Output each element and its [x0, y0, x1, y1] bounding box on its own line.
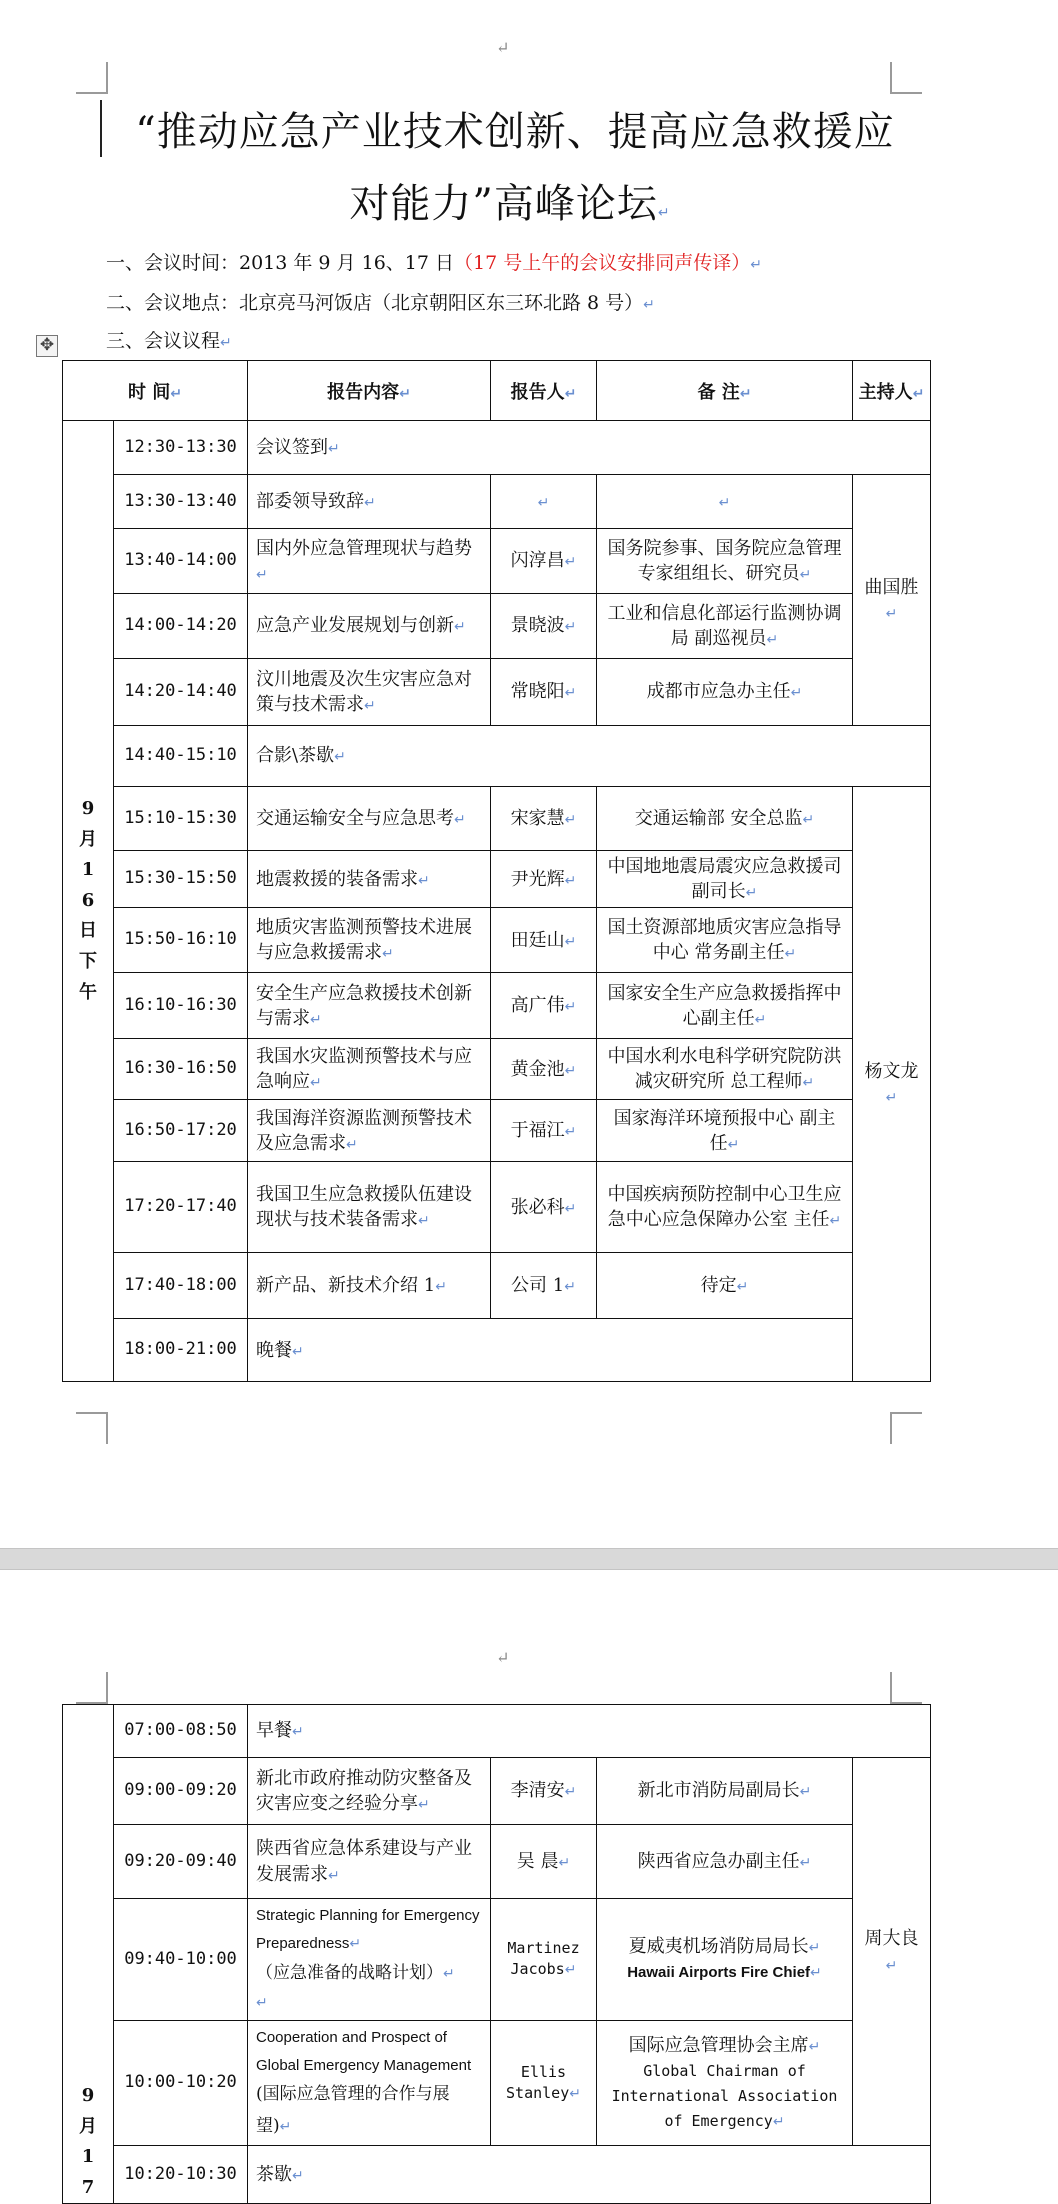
page-separator: [0, 1548, 1058, 1570]
table-row: [63, 421, 931, 475]
table-row: [63, 475, 931, 529]
note-cell: 工业和信息化部运行监测协调局 副巡视员↵: [597, 594, 853, 659]
note-cell: 成都市应急办主任↵: [597, 659, 853, 726]
time-cell: 09:40-10:00: [114, 1899, 248, 2021]
crop-mark-top-right: [890, 62, 922, 94]
note-cell: ↵: [597, 475, 853, 529]
speaker-cell: 公司 1↵: [491, 1253, 597, 1319]
note-cell: 国际应急管理协会主席↵ Global Chairman of International Association of Emergency↵: [597, 2020, 853, 2145]
time-cell: 15:30-15:50: [114, 851, 248, 908]
content-cell: Strategic Planning for Emergency Preparedness↵ （应急准备的战略计划）↵ ↵: [248, 1899, 491, 2021]
time-cell: 10:20-10:30: [114, 2146, 248, 2204]
content-cell: 地震救援的装备需求↵: [248, 851, 491, 908]
table-row: [63, 908, 931, 973]
content-cell: 晚餐↵: [248, 1319, 931, 1382]
table-row: [63, 1253, 931, 1319]
time-cell: 18:00-21:00: [114, 1319, 248, 1382]
note-cell: 国土资源部地质灾害应急指导中心 常务副主任↵: [597, 908, 853, 973]
time-cell: 13:40-14:00: [114, 529, 248, 594]
note-cell: 陕西省应急办副主任↵: [597, 1825, 853, 1899]
speaker-cell: Martinez Jacobs↵: [491, 1899, 597, 2021]
time-cell: 12:30-13:30: [114, 421, 248, 475]
content-cell: 我国卫生应急救援队伍建设现状与技术装备需求↵: [248, 1162, 491, 1253]
time-cell: 13:30-13:40: [114, 475, 248, 529]
speaker-cell: 尹光辉↵: [491, 851, 597, 908]
header-time: 时 间↵: [63, 361, 248, 421]
table-row: [63, 2020, 931, 2145]
note-cell: 中国疾病预防控制中心卫生应急中心应急保障办公室 主任↵: [597, 1162, 853, 1253]
content-cell: 汶川地震及次生灾害应急对策与技术需求↵: [248, 659, 491, 726]
table-row: [63, 1899, 931, 2021]
speaker-cell: 闪淳昌↵: [491, 529, 597, 594]
crop-mark-bottom-right: [890, 1412, 922, 1444]
speaker-cell: 吴 晨↵: [491, 1825, 597, 1899]
time-cell: 16:10-16:30: [114, 973, 248, 1039]
note-cell: 国家海洋环境预报中心 副主任↵: [597, 1100, 853, 1162]
table-row: [63, 787, 931, 851]
document-title-line-2[interactable]: 对能力”高峰论坛↵: [349, 181, 671, 227]
note-cell: 国家安全生产应急救援指挥中心副主任↵: [597, 973, 853, 1039]
table-row: [63, 594, 931, 659]
table-header-row: [63, 361, 931, 421]
document-title-line-1[interactable]: “推动应急产业技术创新、提高应急救援应: [100, 100, 920, 157]
speaker-cell: 于福江↵: [491, 1100, 597, 1162]
content-cell: 茶歇↵: [248, 2146, 931, 2204]
meeting-agenda-line[interactable]: 三、会议议程↵: [106, 330, 232, 352]
speaker-cell: 常晓阳↵: [491, 659, 597, 726]
content-cell: 陕西省应急体系建设与产业发展需求↵: [248, 1825, 491, 1899]
paragraph-mark: ↵: [496, 38, 510, 57]
meeting-time-line[interactable]: 一、会议时间：2013 年 9 月 16、17 日（17 号上午的会议安排同声传译）↵: [106, 252, 762, 274]
time-cell: 09:20-09:40: [114, 1825, 248, 1899]
time-cell: 09:00-09:20: [114, 1758, 248, 1825]
crop-mark-top-right: [890, 1672, 922, 1704]
table-row: [63, 529, 931, 594]
table-row: [63, 1705, 931, 1758]
time-cell: 10:00-10:20: [114, 2020, 248, 2145]
crop-mark-top-left: [76, 62, 108, 94]
content-cell: 交通运输安全与应急思考↵: [248, 787, 491, 851]
schedule-table-day2: [62, 1704, 931, 2204]
note-cell: 中国水利水电科学研究院防洪减灾研究所 总工程师↵: [597, 1039, 853, 1100]
table-row: [63, 1100, 931, 1162]
table-row: [63, 1319, 931, 1382]
note-cell: 中国地地震局震灾应急救援司 副司长↵: [597, 851, 853, 908]
header-host: 主持人↵: [853, 361, 931, 421]
paragraph-mark: ↵: [496, 1648, 510, 1667]
time-cell: 15:50-16:10: [114, 908, 248, 973]
speaker-cell: 景晓波↵: [491, 594, 597, 659]
speaker-cell: 黄金池↵: [491, 1039, 597, 1100]
time-cell: 16:30-16:50: [114, 1039, 248, 1100]
content-cell: 新产品、新技术介绍 1↵: [248, 1253, 491, 1319]
time-cell: 14:20-14:40: [114, 659, 248, 726]
speaker-cell: 田廷山↵: [491, 908, 597, 973]
table-row: [63, 851, 931, 908]
note-cell: 待定↵: [597, 1253, 853, 1319]
time-cell: 15:10-15:30: [114, 787, 248, 851]
content-cell: 地质灾害监测预警技术进展与应急救援需求↵: [248, 908, 491, 973]
time-cell: 14:40-15:10: [114, 726, 248, 787]
schedule-table-day1: [62, 360, 931, 1382]
day-label-cell: 9月17: [63, 1705, 114, 2204]
speaker-cell: 高广伟↵: [491, 973, 597, 1039]
note-cell: 交通运输部 安全总监↵: [597, 787, 853, 851]
time-cell: 17:40-18:00: [114, 1253, 248, 1319]
day-label-cell: 9月16日下午: [63, 421, 114, 1382]
header-note: 备 注↵: [597, 361, 853, 421]
table-row: [63, 2146, 931, 2204]
crop-mark-top-left: [76, 1672, 108, 1704]
content-cell: 应急产业发展规划与创新↵: [248, 594, 491, 659]
crop-mark-bottom-left: [76, 1412, 108, 1444]
note-cell: 国务院参事、国务院应急管理专家组组长、研究员↵: [597, 529, 853, 594]
host-cell: 周大良↵: [853, 1758, 931, 2146]
speaker-cell: 宋家慧↵: [491, 787, 597, 851]
content-cell: 我国水灾监测预警技术与应急响应↵: [248, 1039, 491, 1100]
time-cell: 07:00-08:50: [114, 1705, 248, 1758]
table-row: [63, 1162, 931, 1253]
time-cell: 17:20-17:40: [114, 1162, 248, 1253]
content-cell: 合影\茶歇↵: [248, 726, 931, 787]
table-move-handle-icon[interactable]: ✥: [36, 335, 58, 357]
table-row: [63, 1039, 931, 1100]
time-cell: 16:50-17:20: [114, 1100, 248, 1162]
content-cell: 早餐↵: [248, 1705, 931, 1758]
content-cell: 新北市政府推动防灾整备及灾害应变之经验分享↵: [248, 1758, 491, 1825]
speaker-cell: 李清安↵: [491, 1758, 597, 1825]
content-cell: 部委领导致辞↵: [248, 475, 491, 529]
content-cell: 我国海洋资源监测预警技术及应急需求↵: [248, 1100, 491, 1162]
table-row: [63, 1825, 931, 1899]
speaker-cell: 张必科↵: [491, 1162, 597, 1253]
speaker-cell: ↵: [491, 475, 597, 529]
table-row: [63, 1758, 931, 1825]
time-cell: 14:00-14:20: [114, 594, 248, 659]
note-cell: 夏威夷机场消防局局长↵ Hawaii Airports Fire Chief↵: [597, 1899, 853, 2021]
header-speaker: 报告人↵: [491, 361, 597, 421]
content-cell: 国内外应急管理现状与趋势↵: [248, 529, 491, 594]
host-cell: 杨文龙↵: [853, 787, 931, 1382]
table-row: [63, 726, 931, 787]
speaker-cell: Ellis Stanley↵: [491, 2020, 597, 2145]
table-row: [63, 973, 931, 1039]
table-row: [63, 659, 931, 726]
host-cell: 曲国胜↵: [853, 475, 931, 726]
meeting-place-line[interactable]: 二、会议地点：北京亮马河饭店（北京朝阳区东三环北路 8 号）↵: [106, 292, 655, 314]
header-content: 报告内容↵: [248, 361, 491, 421]
note-cell: 新北市消防局副局长↵: [597, 1758, 853, 1825]
content-cell: 会议签到↵: [248, 421, 931, 475]
content-cell: Cooperation and Prospect of Global Emergency Management (国际应急管理的合作与展望)↵: [248, 2020, 491, 2145]
content-cell: 安全生产应急救援技术创新与需求↵: [248, 973, 491, 1039]
